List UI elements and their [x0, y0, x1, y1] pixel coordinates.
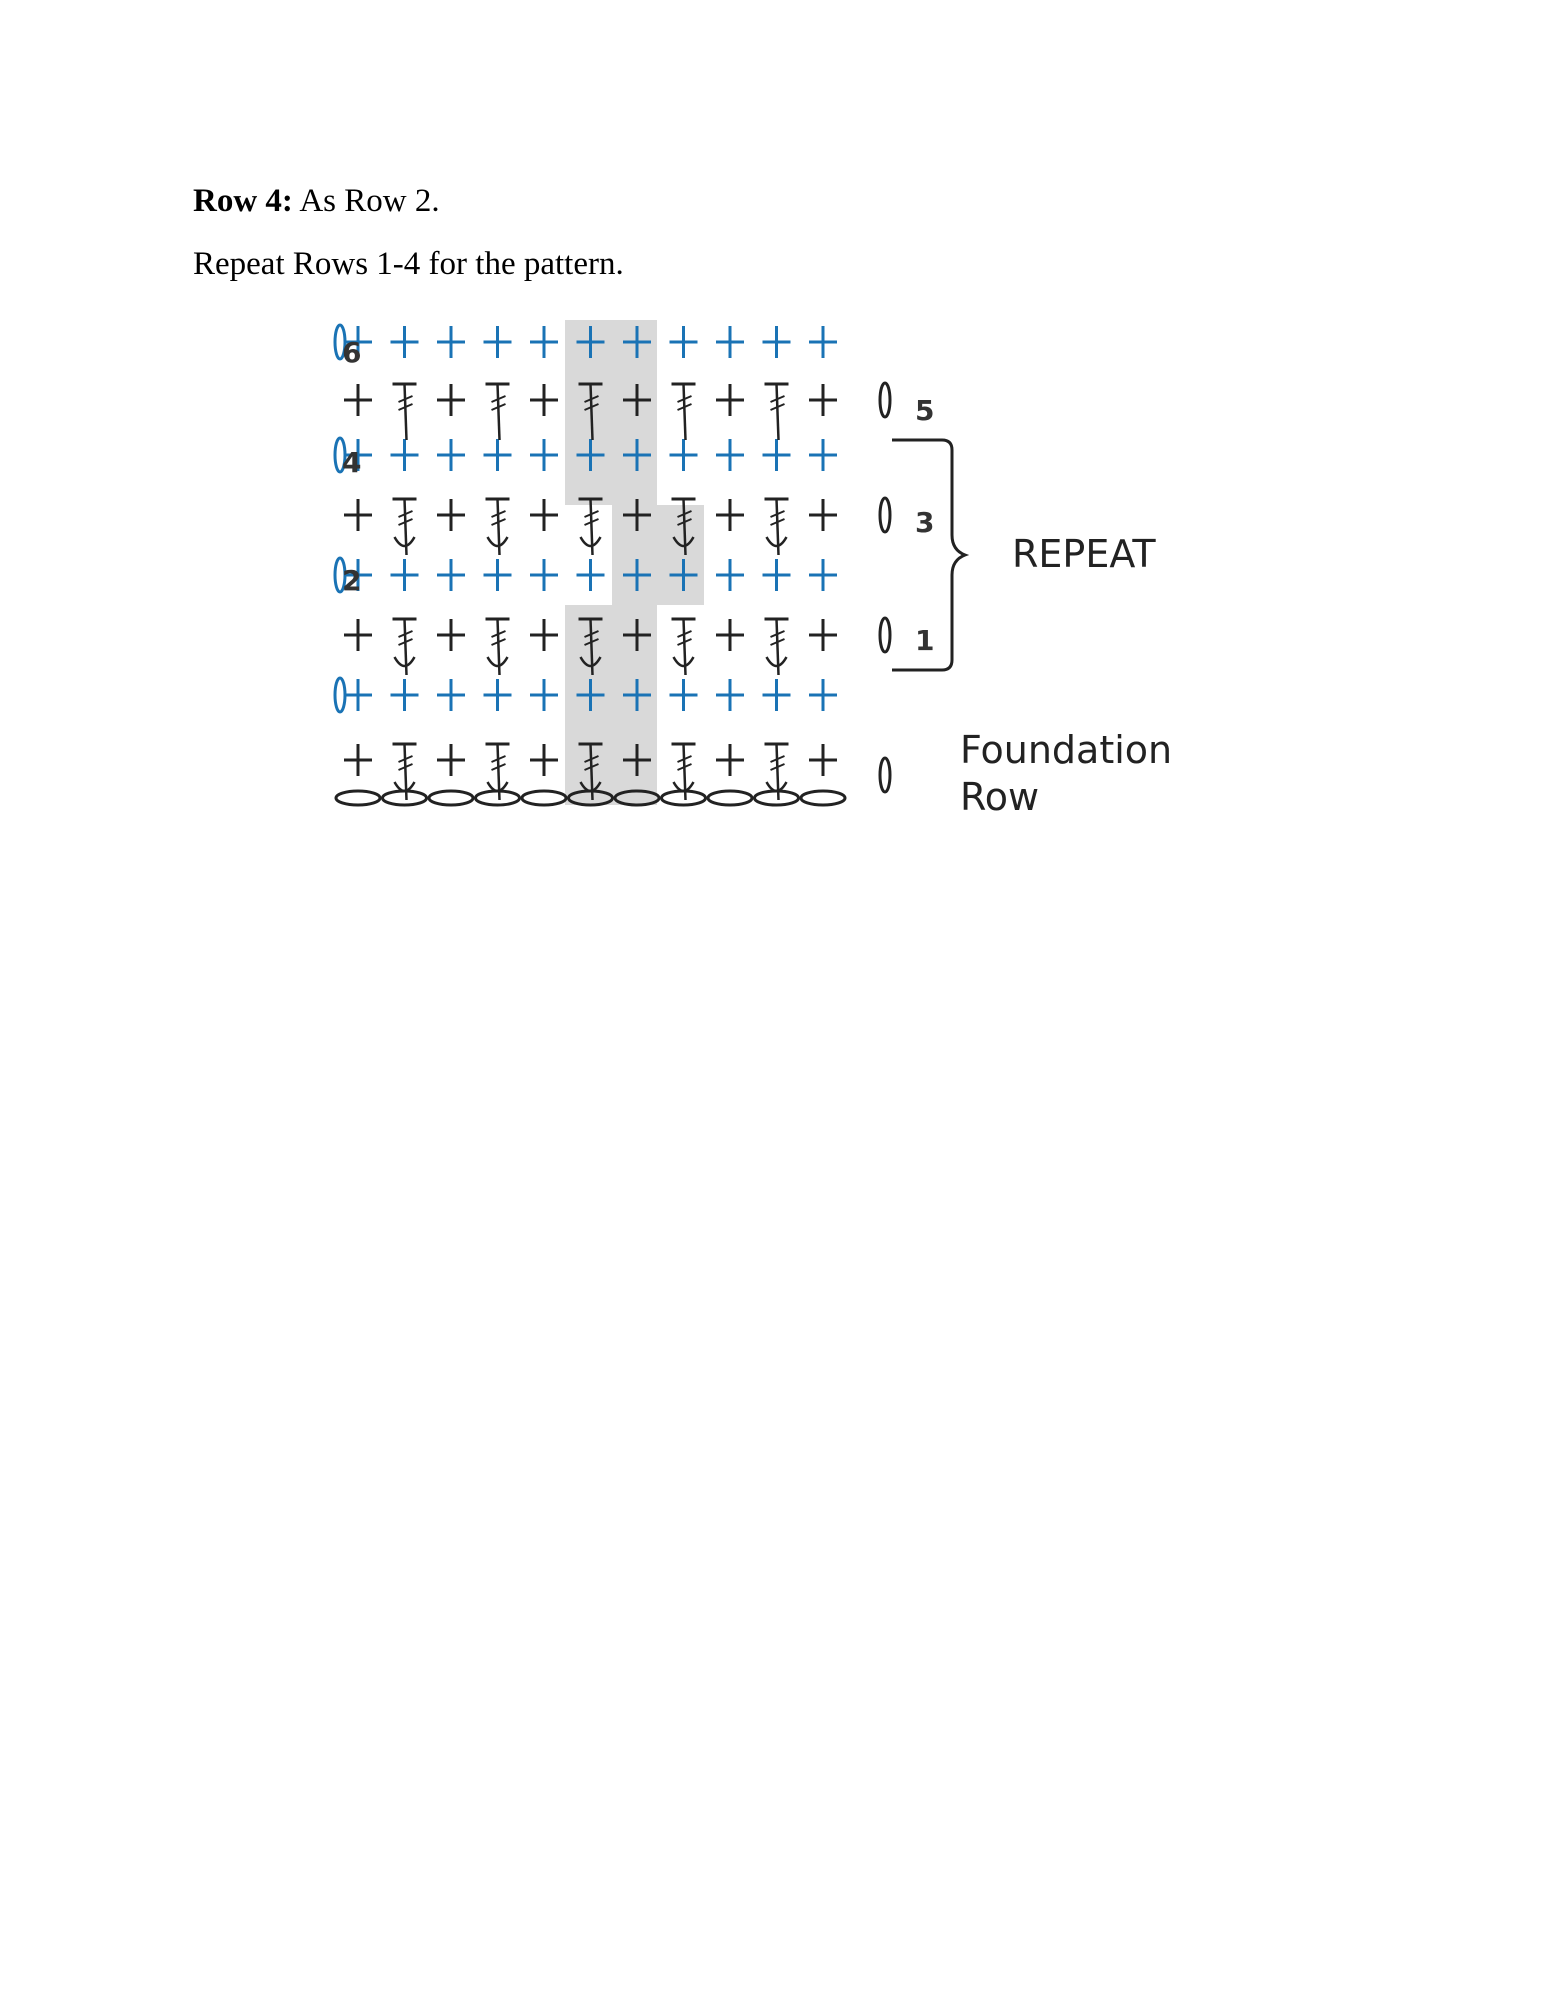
- treble-crochet: [777, 384, 779, 440]
- row-number-4: 4: [342, 446, 362, 479]
- foundation-label-line2: Row: [960, 775, 1040, 819]
- front-post: [674, 657, 694, 666]
- foundation-chain: [383, 791, 427, 805]
- foundation-chain: [522, 791, 566, 805]
- repeat-instruction: Repeat Rows 1-4 for the pattern.: [193, 246, 624, 282]
- turning-chain: [880, 498, 890, 532]
- row4-label: Row 4:: [193, 183, 293, 219]
- foundation-label-line1: Foundation: [960, 728, 1173, 772]
- treble-crochet: [498, 384, 500, 440]
- row4-text: As Row 2.: [292, 183, 440, 219]
- foundation-chain: [755, 791, 799, 805]
- treble-crochet: [405, 384, 407, 440]
- foundation-chain: [429, 791, 473, 805]
- front-post: [767, 537, 787, 546]
- row-number-3: 3: [915, 506, 935, 539]
- front-post: [488, 657, 508, 666]
- foundation-chain: [476, 791, 520, 805]
- row-number-6: 6: [342, 336, 362, 369]
- front-post: [395, 537, 415, 546]
- turning-chain: [880, 758, 890, 792]
- crochet-stitch-chart: [320, 320, 1220, 840]
- turning-chain: [880, 383, 890, 417]
- row-number-1: 1: [915, 624, 935, 657]
- foundation-chain: [336, 791, 380, 805]
- row-number-5: 5: [915, 394, 935, 427]
- front-post: [395, 657, 415, 666]
- foundation-chain: [662, 791, 706, 805]
- row4-instruction: [193, 185, 440, 218]
- front-post: [767, 657, 787, 666]
- front-post: [581, 537, 601, 546]
- front-post: [488, 537, 508, 546]
- foundation-chain: [708, 791, 752, 805]
- foundation-chain: [801, 791, 845, 805]
- turning-chain: [335, 678, 345, 712]
- treble-crochet: [684, 384, 686, 440]
- row-number-2: 2: [342, 564, 362, 597]
- repeat-label: REPEAT: [1012, 532, 1156, 576]
- turning-chain: [880, 618, 890, 652]
